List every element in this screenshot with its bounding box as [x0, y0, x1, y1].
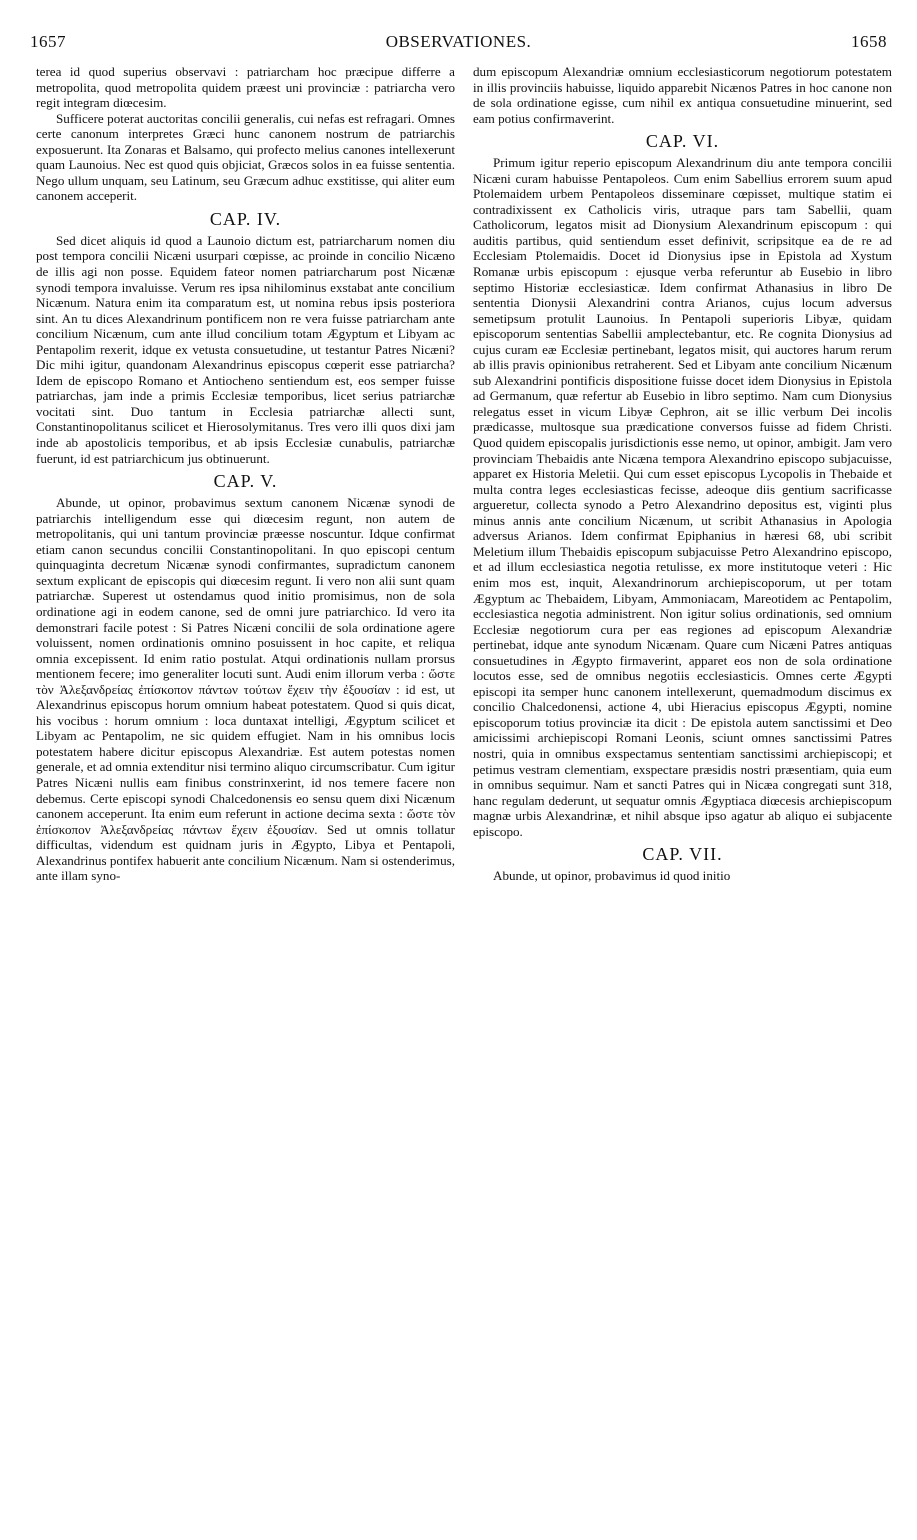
running-title: OBSERVATIONES. [385, 32, 532, 51]
chapter-heading: CAP. VI. [645, 131, 720, 152]
chapter-heading: CAP. IV. [209, 208, 282, 229]
paragraph: dum episcopum Alexandriæ omnium ecclesiasticorum negotiorum potestatem in illis provinciis habuisse, liquido apparebit Nicænos Patres in hoc canone non de sola ordinatione egisse, cum nihil ex antiqua consuetudine minuerint, sed eam potius confirmaverint. [473, 64, 892, 126]
right-column [473, 64, 892, 1524]
page-number-right: 1658 [851, 32, 887, 51]
chapter-heading: CAP. V. [213, 471, 278, 492]
paragraph: Primum igitur reperio episcopum Alexandrinum diu ante tempora concilii Nicæni curam habuisse Pentapoleos. Cum enim Sabellius errorem suum apud Ptolemaidem urbem Pentapoleos disseminare cœpisset, multique statim ei contradixissent ex Catholicis viris, utraque pars tam Sabellii, quam Catholicorum, legatos misit ad Dionysium Alexandrinum episcopum : qui auditis partibus, quid sentiendum esset definivit, scripsitque ea de re ad Ecclesiam Ptolemaidis. Docet id Dionysius ipse in Epistola ad Xystum Romanæ urbis episcopum : ejusque verba referuntur ab Eusebio in libro septimo Historiæ ecclesiasticæ. Idem confirmat Athanasius in libro De sententia Dionysii Alexandrini contra Arianos, cujus locum adversus semetipsum protulit Launoius. In Pentapoli superioris Libyæ, quidam episcoporum sententias Sabellii amplectebantur, etc. Re cognita Dionysius ad cujus curam eæ Ecclesiæ pertinebant, legatos misit, qui auctores harum rerum ab illis pravis opinionibus retraherent. Sed et Libyam ante concilium Nicænum sub Alexandrini pontificis dispositione fuisse docet idem Dionysius in Epistola ad Germanum, quæ refertur ab Eusebio in libro septimo. Nam cum Dionysius relegatus esset in vicum Libyæ Cephron, ait se illic verbum Dei incolis prædicasse, multosque sua prædicatione conversos fuisse ad fidem Christi. Quod quidem episcopalis jurisdictionis esse nemo, ut opinor, ambigit. Jam vero provinciam Thebaidis ante Nicæna tempora Alexandrino episcopo subjacuisse, apparet ex Historia Meletii. Qui cum esset episcopus Lycopolis in Thebaide et multa contra leges ecclesiasticas fecisse, adeoque diis gentium sacrificasse argueretur, collecta synodo a Petro Alexandrino depositus est, viginti plus minus annis ante concilium Nicænum, ut scribit Athanasius in Apologia adversus Arianos. Idem confirmat Epiphanius in hæresi 68, ubi scribit Meletium illum Thebaidis episcopum subjacuisse Petro Alexandrino episcopo, et ad illum ecclesiastica negotia retulisse, ex more institutoque veteri : Hic enim mos est, inquit, Alexandrinorum archiepiscoporum, ut per totam Ægyptum ac Thebaidem, Libyam, Ammoniacam, Mareotidem ac Pentapolim, ecclesiastica negotia administrent. Non igitur solius ordinationis, sed omnium Ecclesiæ negotiorum cura per eas regiones ad episcopum Alexandriæ pertinebat, idque ante synodum Nicænam. Quare cum Nicæni Patres antiquas consuetudines in Ægypto firmaverint, apparet eos non de sola ordinatione locutos esse, sed de omnibus negotiis ecclesiasticis. Omnes certe Ægypti episcopi ita semper hunc canonem intellexerunt, quemadmodum discimus ex concilio Chalcedonensi, actione 4, ubi Hieracius episcopus Ægypti, nomine episcoporum totius provinciæ ita dicit : De epistola autem sanctissimi et Deo amicissimi archiepiscopi Romani Leonis, sciunt omnes sanctissimi Patres nostri, quia in omnibus exspectamus sententiam sanctissimi archiepiscopi; et petimus vestram clementiam, exspectare præsidis nostri præsentiam, quia eum in omnibus sequimur. Nam et sancti Patres qui in Nicæa congregati sunt 318, hanc regulam dederunt, ut sequatur omnis Ægyptiaca diœcesis archiepiscopum magnæ urbis Alexandrinæ, et nihil absque ipso agatur ab aliquo ei subjacente episcopo. [473, 155, 892, 839]
paragraph: Abunde, ut opinor, probavimus id quod initio [493, 868, 731, 884]
paragraph: Abunde, ut opinor, probavimus sextum canonem Nicænæ synodi de patriarchis intelligendum esse qui diœcesim regunt, non autem de metropolitanis, qui uni tantum provinciæ præesse noscuntur. Idque confirmat etiam canon secundus concilii Constantinopolitani. In quo episcopi centum quinquaginta decretum Nicænæ synodi confirmantes, supradictum canonem sextum explicant de episcopis qui diœcesim regunt. Ii vero non alii sunt quam patriarchæ. Superest ut ostendamus quod initio promisimus, non de sola ordinatione agi in eodem canone, sed de omni jure patriarchico. Id vero ita demonstrari facile potest : Si Patres Nicæni concilii de sola ordinatione agere voluissent, nomen ordinationis omnino posuissent in hoc capite, et reliqua omnia excepissent. Id enim ratio postulat. Atqui ordinationis nullam prorsus mentionem fecere; imo generaliter locuti sunt. Audi enim illorum verba : ὥστε τὸν Ἀλεξανδρείας ἐπίσκοπον πάντων τούτων ἔχειν τὴν ἐξουσίαν : id est, ut Alexandrinus episcopus horum omnium habeat potestatem. Quod si quis dicat, his vocibus : horum omnium : loca duntaxat intelligi, Ægyptum scilicet et Libyam ac Pentapolim, ne sic quidem effugiet. Nam in his omnibus locis potestatem habere dicitur episcopus Alexandriæ. Est autem potestas nomen generale, et ad omnia extenditur nisi termino aliquo circumscribatur. Cum igitur Patres Nicæni nullis eam finibus constrinxerint, id nos temere facere non debemus. Certe episcopi synodi Chalcedonensis eo sensu quem dixi Nicænum canonem acceperunt. Ita enim eum referunt in actione decima sexta : ὥστε τὸν ἐπίσκοπον Ἀλεξανδρείας πάντων ἔχειν ἐξουσίαν. Sed ut omnis tollatur difficultas, videndum est quidnam juris in Ægypto, Libya et Pentapoli, Alexandrinus pontifex habuerit ante concilium Nicænum. Nam si ostenderimus, ante illam syno- [36, 495, 455, 884]
chapter-heading: CAP. VII. [642, 844, 723, 865]
paragraph: terea id quod superius observavi : patriarcham hoc præcipue differre a metropolita, quod metropolita quidem præest uni provinciæ : patriarcha vero regit integram diœcesim. [36, 64, 455, 111]
running-header [30, 32, 887, 54]
page-number-left: 1657 [30, 32, 66, 51]
paragraph: Sufficere poterat auctoritas concilii generalis, cui nefas est refragari. Omnes certe canonum interpretes Græci hunc canonem nostrum de patriarchis exposuerunt. Ita Zonaras et Balsamo, qui profecto melius canones intellexerunt quam Launoius. Nec est quod quis objiciat, Græcos solos in ea fuisse sententia. Nego ullum unquam, seu Latinum, seu Græcum adhuc exstitisse, qui aliter eum canonem acceperit. [36, 110, 455, 204]
paragraph: Sed dicet aliquis id quod a Launoio dictum est, patriarcharum nomen diu post tempora concilii Nicæni usurpari cœpisse, ac proinde in concilio Nicæno de illis agi non posse. Equidem fateor nomen patriarcharum post Nicænæ synodi tempora invaluisse. Verum res ipsa nihilominus exstabat ante concilium Nicænum. Natura enim ita comparatum est, ut nomina rebus ipsis posteriora sint. An tu dices Alexandrinum pontificem non re vera fuisse patriarcham ante concilium Nicænum, cum ante illud concilium totam Ægyptum et Libyam ac Pentapolim rexerit, idque ex vetusta consuetudine, ut testantur Patres Nicæni? Dic mihi igitur, quandonam Alexandrinus episcopus cœperit esse patriarcha? Idem de episcopo Romano et Antiocheno sentiendum est, eos semper fuisse patriarchas, jam inde a primis Ecclesiæ temporibus, licet serius patriarchæ vocitati sint. Duo tantum in Ecclesia patriarchæ allecti sunt, Constantinopolitanus scilicet et Hierosolymitanus. Tres vero illi quos dixi jam inde ab apostolicis temporibus, et ab ipsis Ecclesiæ cunabulis, patriarchæ fuerunt, id est patriarchicum jus obtinuerunt. [36, 232, 455, 466]
left-column [36, 64, 455, 1524]
